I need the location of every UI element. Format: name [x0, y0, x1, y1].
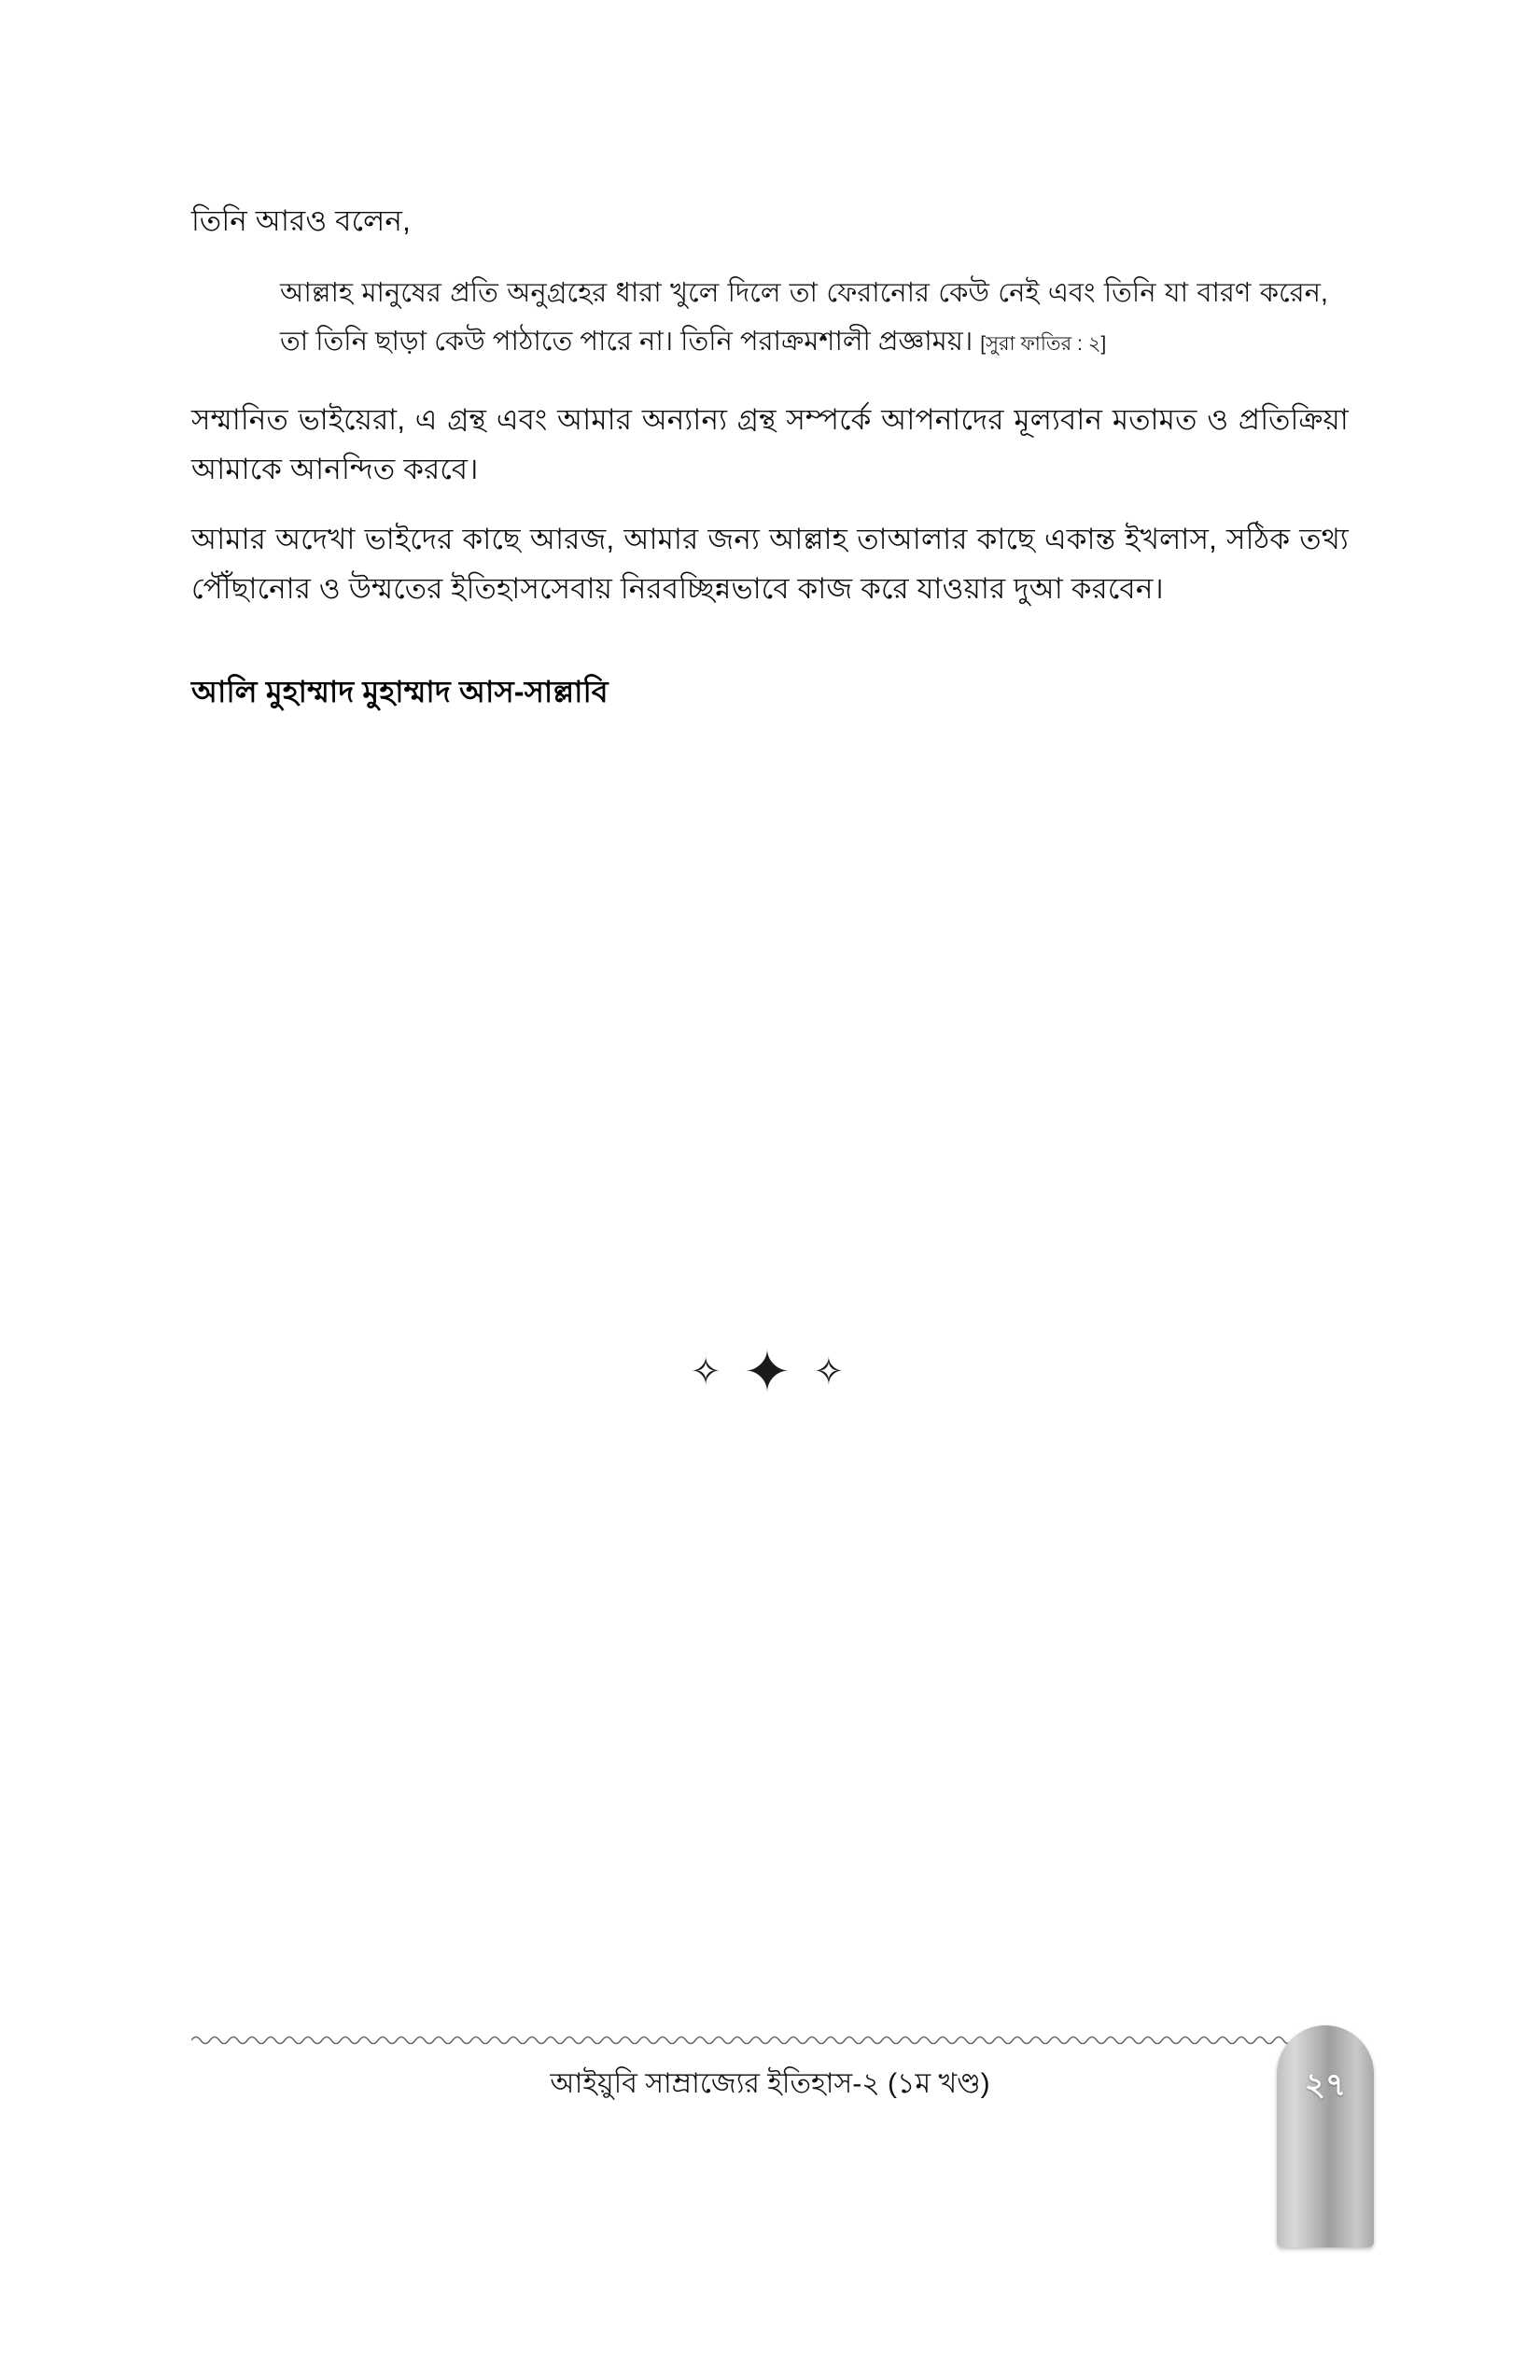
running-title: আইয়ুবি সাম্রাজ্যের ইতিহাস-২ (১ম খণ্ড)	[550, 2068, 990, 2099]
page-tab-shape	[1277, 2025, 1374, 2247]
section-ornament	[0, 1340, 1540, 1405]
wavy-divider-icon	[191, 2033, 1349, 2048]
ornament-right-icon: ✧	[813, 1351, 850, 1393]
ornament-group	[690, 1340, 850, 1405]
quotation-block	[191, 270, 1349, 366]
quote-text: আল্লাহ মানুষের প্রতি অনুগ্রহের ধারা খুলে দিলে তা ফেরানোর কেউ নেই এবং তিনি যা বারণ করেন, তা তিনি ছাড়া কেউ পাঠাতে পারে না। তিনি পরাক্রমশালী প্রজ্ঞাময়।	[280, 278, 1328, 357]
ornament-center-icon: ✦	[743, 1340, 797, 1405]
page-content	[191, 196, 1349, 719]
page-footer	[0, 2007, 1540, 2380]
author-signature: আলি মুহাম্মাদ মুহাম্মাদ আস-সাল্লাবি	[191, 674, 609, 708]
paragraph-two: সম্মানিত ভাইয়েরা, এ গ্রন্থ এবং আমার অন্যান্য গ্রন্থ সম্পর্কে আপনাদের মূল্যবান মতামত ও প্রতিক্রিয়া আমাকে আনন্দিত করবে।	[191, 402, 1349, 485]
page-number: ২৭	[1304, 2067, 1347, 2103]
ornament-left-icon: ✧	[690, 1351, 727, 1393]
intro-line: তিনি আরও বলেন,	[191, 204, 411, 237]
paragraph-three: আমার অদেখা ভাইদের কাছে আরজ, আমার জন্য আল্লাহ তাআলার কাছে একান্ত ইখলাস, সঠিক তথ্য পৌঁছানোর ও উম্মতের ইতিহাসসেবায় নিরবচ্ছিন্নভাবে কাজ করে যাওয়ার দুআ করবেন।	[191, 523, 1349, 606]
quote-reference: [সুরা ফাতির : ২]	[980, 332, 1107, 355]
